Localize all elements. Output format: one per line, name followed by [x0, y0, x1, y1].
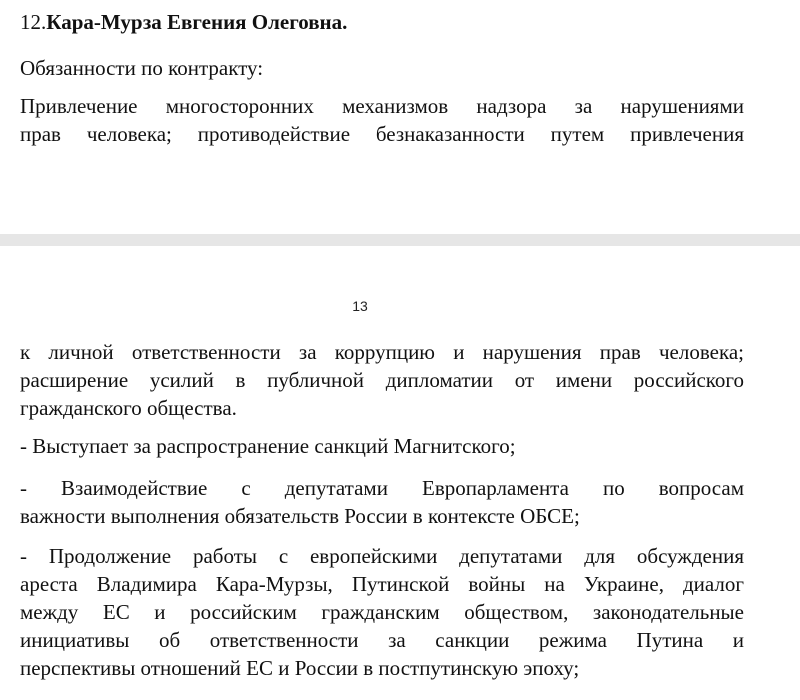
continuation-line: к личной ответственности за коррупцию и нарушения прав человека; — [20, 340, 744, 364]
bullet-item: - Выступает за распространение санкций Магнитского; — [20, 434, 516, 458]
bullet-item-line: важности выполнения обязательств России в контексте ОБСЕ; — [20, 504, 580, 528]
bullet-item-line: между ЕС и российским гражданским обществом, законодательные — [20, 600, 744, 624]
bullet-item-line: инициативы об ответственности за санкции режима Путина и — [20, 628, 744, 652]
bullet-item-line: - Продолжение работы с европейскими депутатами для обсуждения — [20, 544, 744, 568]
paragraph-line: Привлечение многосторонних механизмов надзора за нарушениями — [20, 94, 744, 118]
heading-period: . — [342, 10, 348, 34]
page-separator — [0, 234, 800, 246]
page-number: 13 — [352, 298, 368, 314]
bullet-item-line: ареста Владимира Кара-Мурзы, Путинской войны на Украине, диалог — [20, 572, 744, 596]
continuation-line: расширение усилий в публичной дипломатии от имени российского — [20, 368, 744, 392]
heading-name: Кара-Мурза Евгения Олеговна — [46, 10, 343, 34]
continuation-line: гражданского общества. — [20, 396, 237, 420]
duties-label: Обязанности по контракту: — [20, 56, 264, 80]
bullet-item-line: перспективы отношений ЕС и России в постпутинскую эпоху; — [20, 656, 580, 680]
person-heading — [20, 10, 347, 34]
bullet-item-line: - Взаимодействие с депутатами Европарламента по вопросам — [20, 476, 744, 500]
heading-number: 12. — [20, 10, 47, 34]
paragraph-line: прав человека; противодействие безнаказанности путем привлечения — [20, 122, 744, 146]
